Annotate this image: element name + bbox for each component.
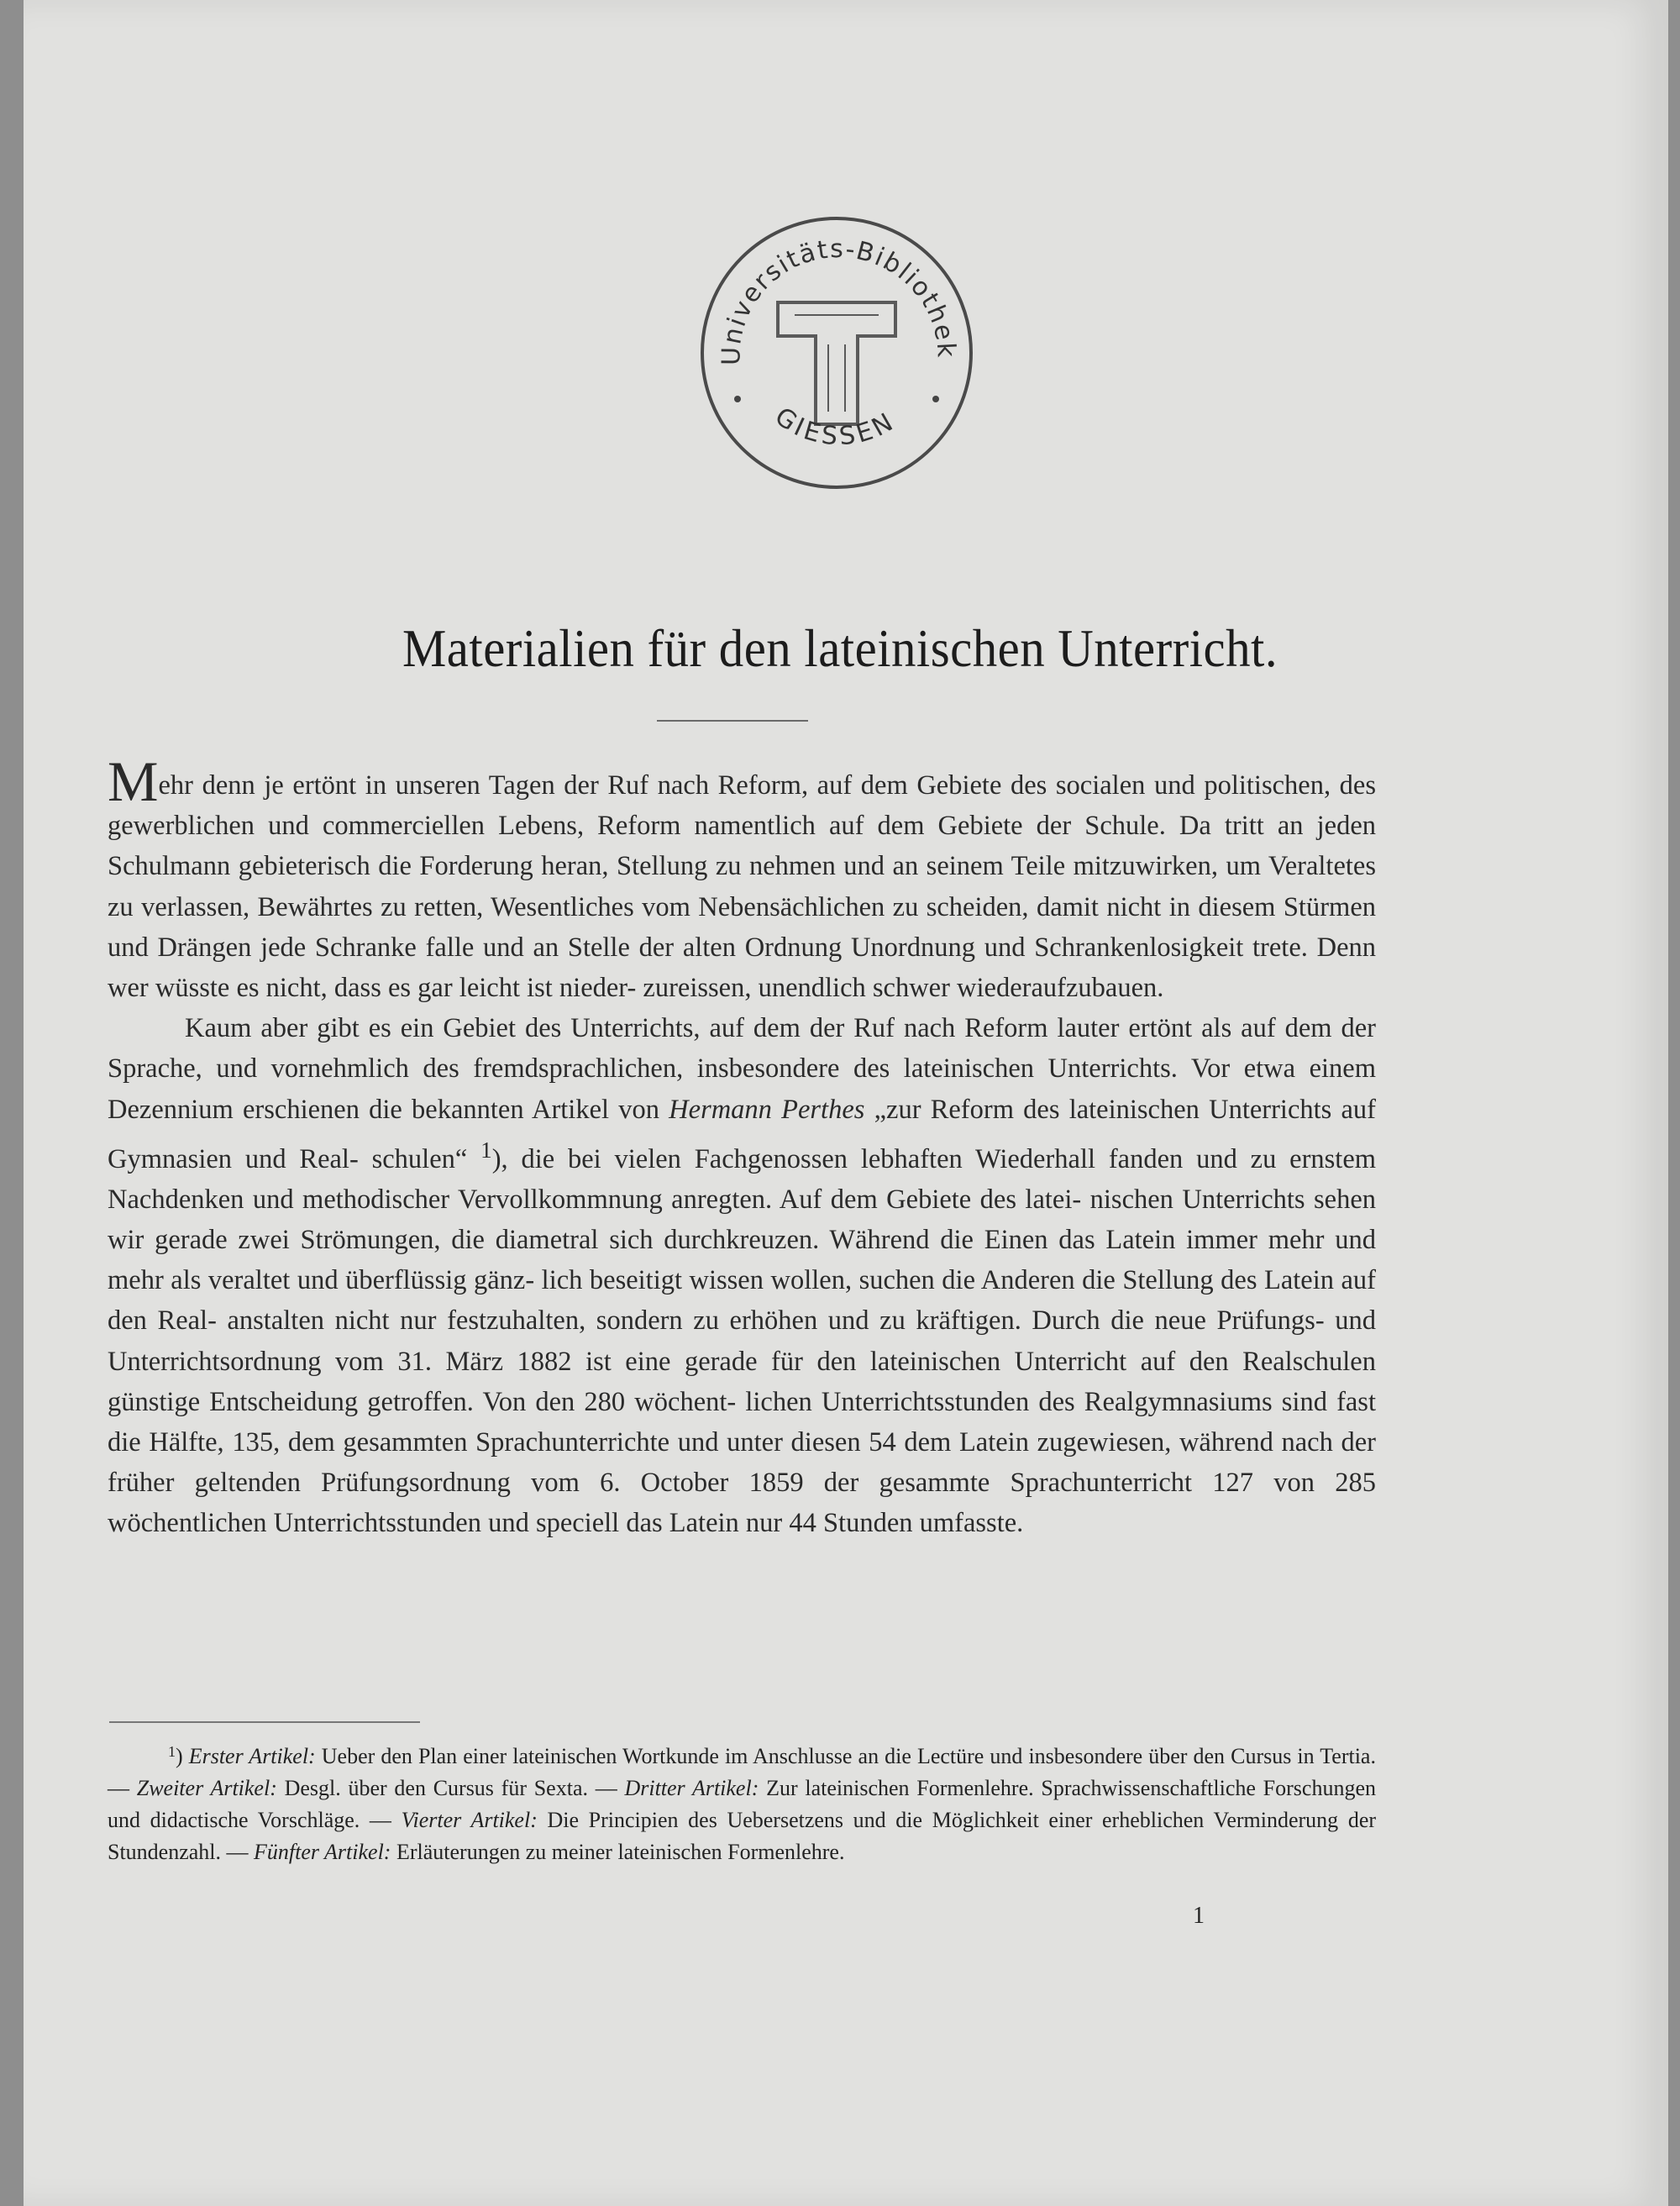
body-text: [108, 749, 1377, 1544]
page-number: 1: [1193, 1903, 1205, 1929]
stamp-text-lower: GIESSEN: [769, 402, 901, 452]
paragraph-2-text-c: ), die bei vielen Fachgenossen lebhaften Wiederhall fanden und zu ernstem Nachdenken und methodischer Vervollkommnung anregten. Auf dem Gebiete des latei- nischen Unterrichts sehen wir gerade zwei Strömungen, die diametral sich durchkreuzen. Während die Einen das Latein immer mehr und mehr als veraltet und überflüssig gänz- lich beseitigt wissen wollen, suchen die Anderen die Stellung des Latein auf den Real- anstalten nicht nur festzuhalten, sondern zu erhöhen und zu kräftigen. Durch die neue Prüfungs- und Unterrichtsordnung vom 31. März 1882 ist eine gerade für den lateinischen Unterricht auf den Realschulen günstige Entscheidung getroffen. Von den 280 wöchent- lichen Unterrichtsstunden des Realgymnasiums sind fast die Hälfte, 135, dem gesammten Sprachunterrichte und unter diesen 54 dem Latein zugewiesen, während nach der früher geltenden Prüfungsordnung vom 6. October 1859 der gesammte Sprachunterricht 127 von 285 wöchentlichen Unterrichtsstunden und speciell das Latein nur 44 Stunden umfasste.: [108, 1143, 1377, 1539]
drop-cap: M: [108, 749, 159, 813]
footnote-label-1: Erster Artikel:: [188, 1744, 316, 1768]
page-title: Materialien für den lateinischen Unterricht.: [402, 618, 1278, 678]
footnote-mark: 1: [168, 1743, 176, 1760]
library-stamp: [694, 210, 979, 496]
svg-text:GIESSEN: [769, 402, 900, 451]
footnote-text-2: Desgl. über den Cursus für Sexta. —: [276, 1776, 625, 1800]
svg-text:Universitäts-Bibliothek: [717, 234, 960, 365]
paragraph-2: [108, 1008, 1376, 1543]
author-name: Hermann Perthes: [669, 1094, 865, 1125]
footnote-label-2: Zweiter Artikel:: [136, 1776, 277, 1800]
title-divider: [657, 720, 808, 722]
footnote-text-4: Die Principien des Uebersetzens und die Möglichkeit einer erheblichen Verminderung der Stundenzahl. —: [108, 1808, 1377, 1864]
footnote-label-5: Fünfter Artikel:: [254, 1840, 391, 1864]
footnote-reference: 1: [480, 1137, 492, 1163]
footnote-text-3: Zur lateinischen Formenlehre. Sprachwissenschaftliche Forschungen und didactische Vorschläge. —: [108, 1776, 1376, 1832]
footnote-label-3: Dritter Artikel:: [624, 1776, 759, 1800]
footnote-text-1: Ueber den Plan einer lateinischen Wortkunde im Anschlusse an die Lectüre und insbesondere über den Cursus in Tertia. —: [108, 1744, 1376, 1800]
footnote-label-4: Vierter Artikel:: [401, 1808, 538, 1832]
paragraph-1: [108, 749, 1376, 1008]
footnote-divider: [109, 1721, 420, 1723]
tau-cross-icon: [778, 302, 895, 424]
footnote: [108, 1736, 1376, 1868]
paragraph-1-text: ehr denn je ertönt in unseren Tagen der Ruf nach Reform, auf dem Gebiete des socialen und politischen, des gewerblichen und commerciellen Lebens, Reform namentlich auf dem Gebiete der Schule. Da tritt an jeden Schulmann gebieterisch die Forderung heran, Stellung zu nehmen und an seinem Teile mitzuwirken, um Veraltetes zu verlassen, Bewährtes zu retten, Wesentliches vom Nebensächlichen zu scheiden, damit nicht in diesem Stürmen und Drängen jede Schranke falle und an Stelle der alten Ordnung Unordnung und Schrankenlosigkeit trete. Denn wer wüsste es nicht, dass es gar leicht ist nieder- zureissen, unendlich schwer wiederaufzubauen.: [108, 770, 1376, 1004]
footnote-text-5: Erläuterungen zu meiner lateinischen Formenlehre.: [391, 1840, 845, 1864]
paragraph-2-text-a: Kaum aber gibt es ein Gebiet des Unterrichts, auf dem der Ruf nach Reform lauter ertönt als auf dem der Sprache, und vornehmlich des fremdsprachlichen, insbesondere des lateinischen Unterrichts. Vor etwa einem Dezennium erschienen die bekannten Artikel von: [108, 1013, 1376, 1125]
paragraph-2-text-b: „zur Reform des lateinischen Unterrichts auf Gymnasien und Real- schulen“: [108, 1094, 1376, 1174]
footnote-text: $^1$) Erster Artikel: Ueber den Plan einer lateinischen Wortkunde im Anschlusse an die Lectüre und insbesondere über den Cursus in Tertia. — Zweiter Artikel: Desgl. über den Cursus für Sexta. — Dritter Artikel: Zur lateinischen Formenlehre. Sprachwissenschaftliche Forschungen und didactische Vorschläge. — Vierter Artikel: Die Principien des Uebersetzens und die Möglichkeit einer erheblichen Verminderung der Stundenzahl. — Fünfter Artikel: Erläuterungen zu meiner lateinischen Formenlehre.: [108, 1743, 1377, 1864]
stamp-text-upper: Universitäts-Bibliothek: [717, 234, 961, 366]
